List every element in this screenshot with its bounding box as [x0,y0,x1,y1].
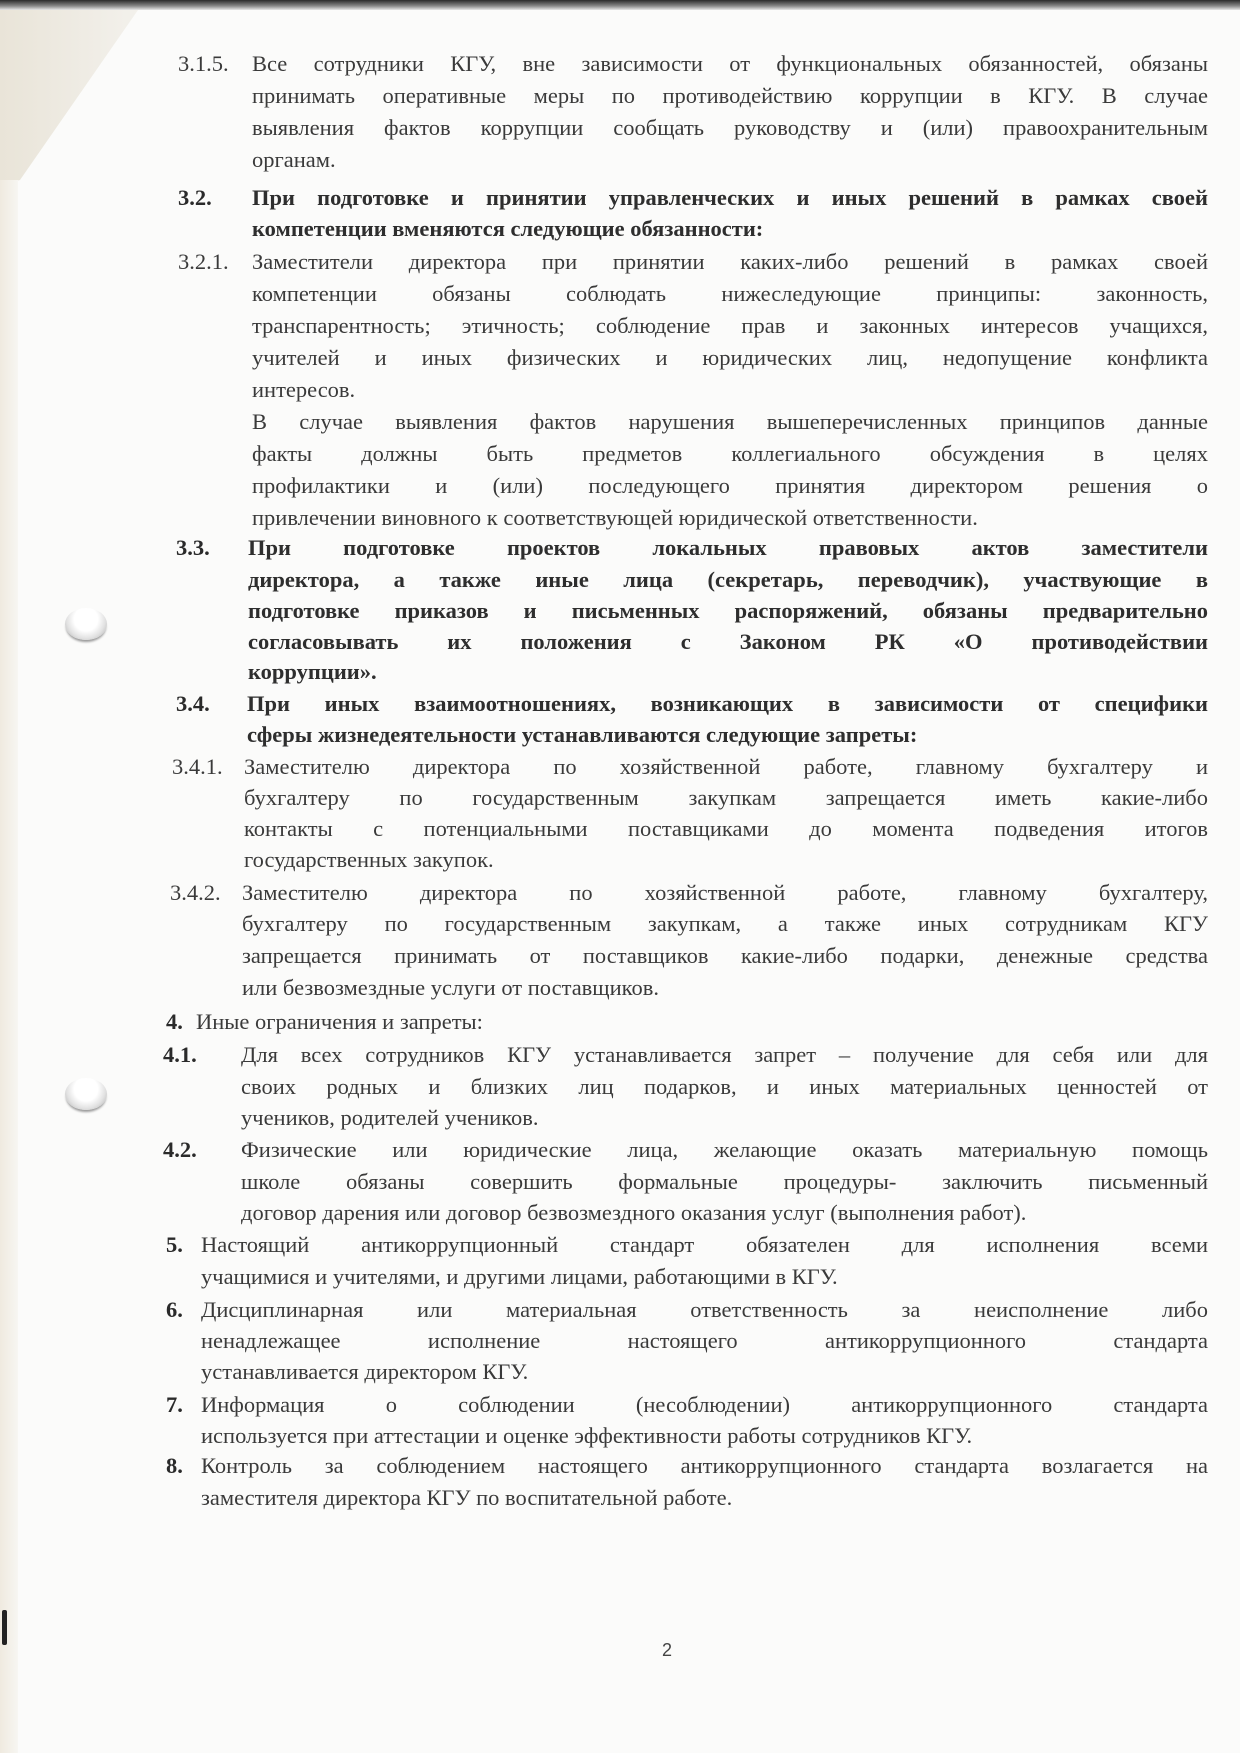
document-line [0,1197,1240,1229]
document-line [0,688,1240,720]
document-line [0,908,1240,940]
clause-text: органам. [252,147,336,172]
document-line [0,656,1240,688]
clause-text: интересов. [252,377,356,402]
document-line [0,1294,1240,1326]
clause-text: подготовке приказов и письменных распоряжений, обязаны предварительно [248,598,1208,623]
scan-top-border [0,0,1240,10]
clause-number: 3.4.1. [172,754,223,779]
clause-text: договор дарения или договор безвозмездного оказания услуг (выполнения работ). [241,1200,1027,1225]
clause-text: Дисциплинарная или материальная ответственность за неисполнение либо [201,1297,1208,1322]
clause-text: Заместителю директора по хозяйственной работе, главному бухгалтеру, [242,880,1208,905]
document-line [0,1261,1240,1293]
clause-text: учителей и иных физических и юридических лиц, недопущение конфликта [252,345,1208,370]
clause-text: Настоящий антикоррупционный стандарт обязателен для исполнения всеми [201,1232,1208,1257]
document-line [0,112,1240,144]
document-line [0,813,1240,845]
scan-edge-mark [2,1610,7,1645]
clause-text: Информация о соблюдении (несоблюдении) антикоррупционного стандарта [201,1392,1208,1417]
document-line [0,719,1240,751]
document-line [0,595,1240,627]
clause-number: 6. [166,1297,183,1322]
clause-number: 4.1. [163,1042,197,1067]
clause-text: профилактики и (или) последующего принятия директором решения о [252,473,1208,498]
document-line [0,80,1240,112]
clause-text: транспарентность; этичность; соблюдение прав и законных интересов учащихся, [252,313,1208,338]
clause-text: Все сотрудники КГУ, вне зависимости от функциональных обязанностей, обязаны [252,51,1208,76]
document-line [0,502,1240,534]
clause-text: контакты с потенциальными поставщиками до момента подведения итогов [244,816,1208,841]
clause-text: При подготовке проектов локальных правовых актов заместители [248,535,1208,560]
clause-number: 8. [166,1453,183,1478]
document-line [0,1420,1240,1452]
clause-text: школе обязаны совершить формальные процедуры- заключить письменный [241,1169,1208,1194]
document-line [0,1325,1240,1357]
clause-number: 5. [166,1232,183,1257]
clause-text: устанавливается директором КГУ. [201,1359,529,1384]
clause-text: выявления фактов коррупции сообщать руководству и (или) правоохранительным [252,115,1208,140]
document-line [0,1166,1240,1198]
document-line [0,877,1240,909]
clause-text: Физические или юридические лица, желающие оказать материальную помощь [241,1137,1208,1162]
document-line [0,1102,1240,1134]
document-line [0,782,1240,814]
clause-text: учащимися и учителями, и другими лицами, работающими в КГУ. [201,1264,838,1289]
document-line [0,532,1240,564]
clause-number: 3.1.5. [178,51,229,76]
clause-text: привлечении виновного к соответствующей юридической ответственности. [252,505,978,530]
document-line [0,374,1240,406]
clause-text: факты должны быть предметов коллегиального обсуждения в целях [252,441,1208,466]
clause-number: 7. [166,1392,183,1417]
clause-text: государственных закупок. [244,847,494,872]
document-line [0,470,1240,502]
document-line [0,1229,1240,1261]
clause-text: компетенции обязаны соблюдать нижеследующие принципы: законность, [252,281,1208,306]
clause-text: компетенции вменяются следующие обязанности: [252,216,764,241]
clause-text: бухгалтеру по государственным закупкам, а также иных сотрудникам КГУ [242,911,1208,936]
document-line [0,940,1240,972]
clause-text: В случае выявления фактов нарушения вышеперечисленных принципов данные [252,409,1208,434]
clause-text: сферы жизнедеятельности устанавливаются следующие запреты: [247,722,918,747]
clause-text: учеников, родителей учеников. [241,1105,539,1130]
clause-text: коррупции». [248,659,377,684]
clause-number: 3.2. [178,185,212,210]
document-line [0,1134,1240,1166]
document-line [0,564,1240,596]
clause-text: Иные ограничения и запреты: [196,1009,483,1034]
document-line [0,844,1240,876]
clause-text: запрещается принимать от поставщиков какие-либо подарки, денежные средства [242,943,1208,968]
document-line [0,1356,1240,1388]
document-line [0,1039,1240,1071]
clause-text: своих родных и близких лиц подарков, и иных материальных ценностей от [241,1074,1208,1099]
clause-text: директора, а также иные лица (секретарь, переводчик), участвующие в [248,567,1208,592]
document-line [0,1071,1240,1103]
document-line [0,1006,1240,1038]
clause-text: При подготовке и принятии управленческих и иных решений в рамках своей [252,185,1208,210]
document-line [0,1482,1240,1514]
document-line [0,972,1240,1004]
document-line [0,438,1240,470]
clause-number: 3.4. [176,691,210,716]
clause-text: Заместителю директора по хозяйственной работе, главному бухгалтеру и [244,754,1208,779]
document-line [0,182,1240,214]
document-line [0,48,1240,80]
document-line [0,278,1240,310]
document-line [0,751,1240,783]
document-line [0,213,1240,245]
clause-text: принимать оперативные меры по противодействию коррупции в КГУ. В случае [252,83,1208,108]
document-line [0,1450,1240,1482]
clause-number: 3.3. [176,535,210,560]
clause-number: 3.2.1. [178,249,229,274]
document-line [0,1389,1240,1421]
clause-text: заместителя директора КГУ по воспитательной работе. [201,1485,733,1510]
clause-text: Контроль за соблюдением настоящего антикоррупционного стандарта возлагается на [201,1453,1208,1478]
clause-text: используется при аттестации и оценке эффективности работы сотрудников КГУ. [201,1423,973,1448]
clause-number: 4.2. [163,1137,197,1162]
clause-number: 3.4.2. [170,880,221,905]
clause-text: Для всех сотрудников КГУ устанавливается запрет – получение для себя или для [241,1042,1208,1067]
page-number: 2 [662,1640,673,1660]
clause-text: При иных взаимоотношениях, возникающих в зависимости от специфики [247,691,1208,716]
clause-text: бухгалтеру по государственным закупкам запрещается иметь какие-либо [244,785,1208,810]
clause-text: согласовывать их положения с Законом РК «О противодействии [248,629,1208,654]
clause-text: или безвозмездные услуги от поставщиков. [242,975,659,1000]
document-line [0,342,1240,374]
document-line [0,310,1240,342]
document-line [0,626,1240,658]
clause-text: ненадлежащее исполнение настоящего антикоррупционного стандарта [201,1328,1208,1353]
clause-number: 4. [166,1009,183,1034]
document-line [0,144,1240,176]
clause-text: Заместители директора при принятии каких-либо решений в рамках своей [252,249,1208,274]
document-line [0,246,1240,278]
document-line [0,406,1240,438]
